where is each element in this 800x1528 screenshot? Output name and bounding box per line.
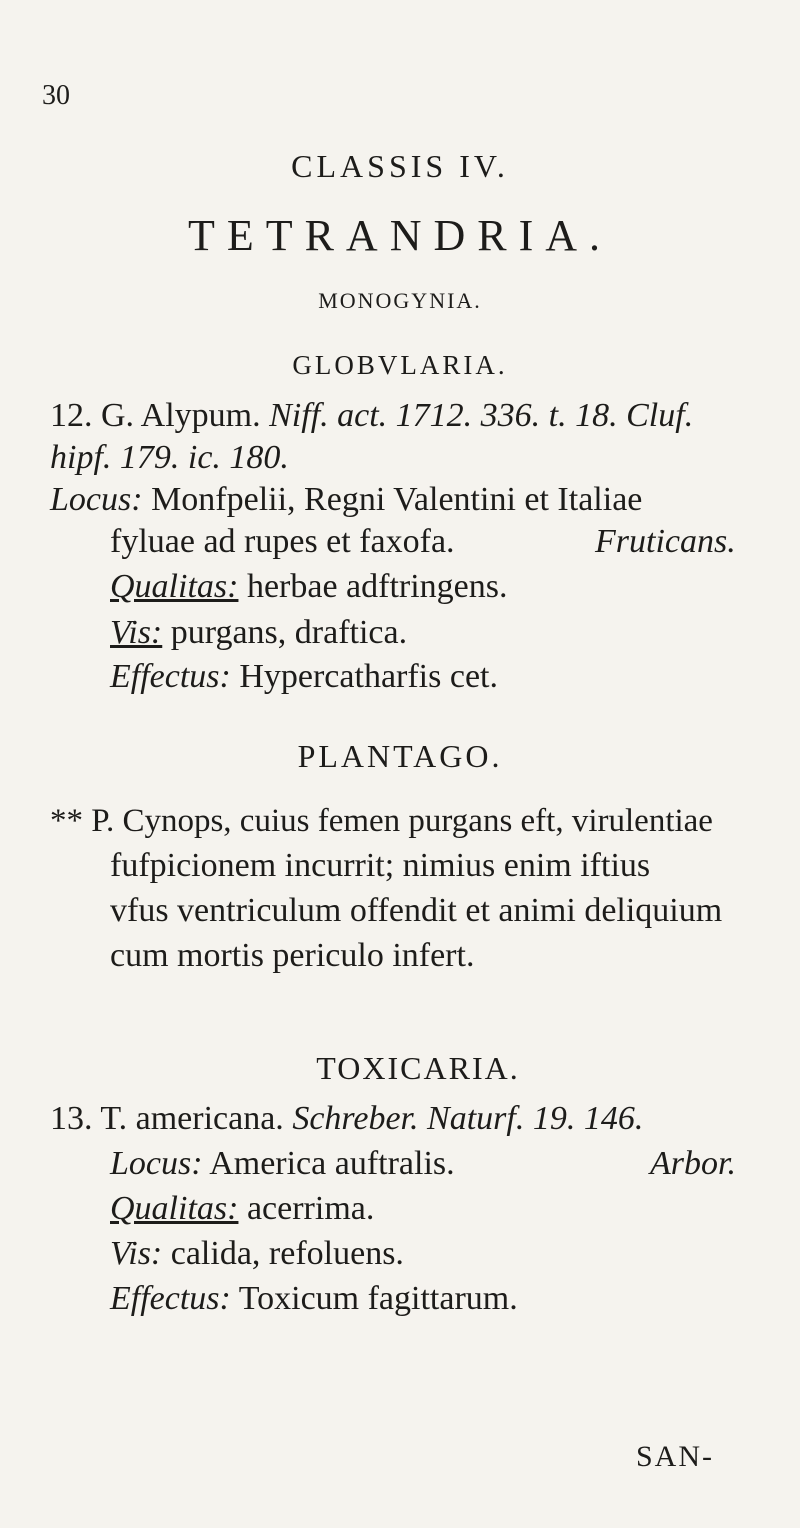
effectus-label: Effectus: [110,658,231,695]
locus-label: Locus: [110,1145,203,1182]
locus-label: Locus: [50,481,143,518]
qualitas-label: Qualitas: [110,1190,239,1227]
reference: Schreber. Naturf. 19. 146. [292,1100,644,1137]
qualitas-text: acerrima. [246,1190,375,1227]
effectus-text: Hypercatharfis cet. [239,658,498,695]
vis-text: purgans, draftica. [170,614,408,651]
order-name: MONOGYNIA. [318,288,482,313]
plantago-line-2: fufpicionem incurrit; nimius enim iftius [110,847,651,884]
globularia-vis [110,612,780,654]
globularia-effectus [110,656,780,698]
entry-number: 12. [50,397,93,434]
reference: Niff. act. 1712. 336. t. 18. Cluf. [269,397,694,434]
genus-heading-toxicaria: TOXICARIA. [316,1050,520,1086]
genus-heading-globularia: GLOBVLARIA. [292,350,508,380]
globularia-reference-line2: hipf. 179. ic. 180. [50,439,289,476]
vis-text: calida, refoluens. [170,1235,404,1272]
entry-number: 13. [50,1100,93,1137]
toxicaria-effectus [110,1278,780,1320]
class-name: TETRANDRIA. [187,211,613,260]
qualitas-label: Qualitas: [110,568,239,605]
toxicaria-qualitas [110,1188,780,1230]
plantago-line-1: ** P. Cynops, cuius femen purgans eft, virulentiae [50,803,713,839]
locus-text: America auftralis. [209,1145,455,1182]
species-name: T. americana. [100,1100,284,1137]
globularia-qualitas [110,566,780,608]
effectus-label: Effectus: [110,1280,231,1317]
qualitas-text: herbae adftringens. [246,568,508,605]
catchword: SAN- [636,1440,715,1473]
plantago-line-4: cum mortis periculo infert. [110,937,475,974]
toxicaria-vis [110,1233,780,1275]
globularia-species-line [50,395,780,437]
vis-label: Vis: [110,614,163,651]
globularia-locus [50,479,780,521]
locus-text: Monfpelii, Regni Valentini et Italiae [151,481,643,518]
toxicaria-species-line [50,1098,780,1140]
plantago-line-3: vfus ventriculum offendit et animi deliquium [110,892,723,929]
species-name: G. Alypum. [101,397,261,434]
page-number: 30 [42,80,70,111]
globularia-habit: Fruticans. [595,523,736,560]
genus-heading-plantago: PLANTAGO. [297,738,503,774]
effectus-text: Toxicum fagittarum. [238,1280,518,1317]
class-heading: CLASSIS IV. [291,148,509,184]
toxicaria-habit: Arbor. [650,1145,736,1182]
vis-label: Vis: [110,1235,163,1272]
globularia-locus-cont: fyluae ad rupes et faxofa. [110,523,455,560]
